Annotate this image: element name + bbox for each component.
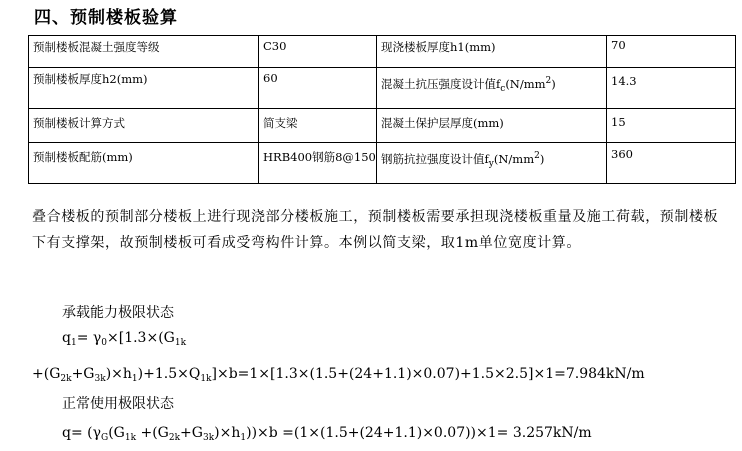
eq-text: (G <box>108 425 125 441</box>
table-cell <box>377 68 607 109</box>
table-cell: 预制楼板计算方式 <box>29 109 259 143</box>
parameters-table <box>28 35 736 184</box>
subscript: 2k <box>168 433 181 443</box>
sls-title: 正常使用极限状态 <box>62 396 174 412</box>
subscript: 1k <box>174 338 187 348</box>
subscript: 1k <box>124 433 137 443</box>
subscript: 1 <box>131 374 138 384</box>
table-cell: 70 <box>607 36 736 68</box>
eq-text: +(G <box>136 425 169 441</box>
eq-text: +G <box>71 366 95 382</box>
cell-text: ) <box>539 152 545 166</box>
body-paragraph: 叠合楼板的预制部分楼板上进行现浇部分楼板施工，预制楼板需要承担现浇楼板重量及施工荷载，预制楼板下有支撑架，故预制楼板可看成受弯构件计算。本例以简支梁，取1m单位宽度计算。 <box>32 209 719 251</box>
table-cell: 混凝土保护层厚度(mm) <box>377 109 607 143</box>
q1-equation-line1 <box>62 330 186 346</box>
cell-text: 钢筋抗拉强度设计值f <box>381 152 489 166</box>
superscript: 2 <box>545 76 552 86</box>
cell-text: ) <box>551 77 556 91</box>
table-row <box>29 36 736 68</box>
eq-text: +(G <box>32 366 61 382</box>
eq-text: )×h <box>105 366 132 382</box>
subscript: G <box>100 433 109 443</box>
table-cell: C30 <box>259 36 377 68</box>
table-row <box>29 109 736 143</box>
eq-text: +G <box>180 425 203 441</box>
subscript: 1 <box>70 338 77 348</box>
cell-text: (N/mm <box>505 77 546 91</box>
cell-text: (N/mm <box>493 152 535 166</box>
superscript: 2 <box>534 151 540 161</box>
eq-text: ))×b =(1×(1.5+(24+1.1)×0.07))×1= 3.257kN/m <box>246 425 592 441</box>
uls-title: 承载能力极限状态 <box>62 305 174 321</box>
table-cell: 简支梁 <box>259 109 377 143</box>
subscript: 2k <box>60 374 72 384</box>
table-cell: 预制楼板厚度h2(mm) <box>29 68 259 109</box>
subscript: 3k <box>94 374 106 384</box>
q1-equation-line2 <box>32 366 645 382</box>
subscript: 3k <box>202 433 215 443</box>
eq-text: = γ <box>76 330 102 346</box>
cell-text: 混凝土抗压强度设计值f <box>381 77 501 91</box>
eq-text: q <box>62 330 71 346</box>
subscript: 1 <box>240 433 247 443</box>
table-cell: 60 <box>259 68 377 109</box>
table-cell: 360 <box>607 143 736 184</box>
section-heading: 四、预制楼板验算 <box>34 8 178 28</box>
subscript: 0 <box>101 338 107 348</box>
eq-text: ×[1.3×(G <box>107 330 175 346</box>
subscript: y <box>488 159 494 169</box>
table-row <box>29 68 736 109</box>
subscript: 1k <box>200 374 212 384</box>
eq-text: )+1.5×Q <box>137 366 201 382</box>
table-cell: 现浇楼板厚度h1(mm) <box>377 36 607 68</box>
table-cell: 14.3 <box>607 68 736 109</box>
table-cell: 15 <box>607 109 736 143</box>
eq-text: ]×b=1×[1.3×(1.5+(24+1.1)×0.07)+1.5×2.5]×1=7.984kN/m <box>211 366 645 382</box>
subscript: c <box>500 84 506 94</box>
table-cell: 预制楼板配筋(mm) <box>29 143 259 184</box>
table-row <box>29 143 736 184</box>
q-equation <box>62 425 592 441</box>
eq-text: )×h <box>214 425 241 441</box>
eq-text: q= (γ <box>62 425 101 441</box>
table-cell: HRB400钢筋8@150 <box>259 143 377 184</box>
table-cell <box>377 143 607 184</box>
table-cell: 预制楼板混凝土强度等级 <box>29 36 259 68</box>
